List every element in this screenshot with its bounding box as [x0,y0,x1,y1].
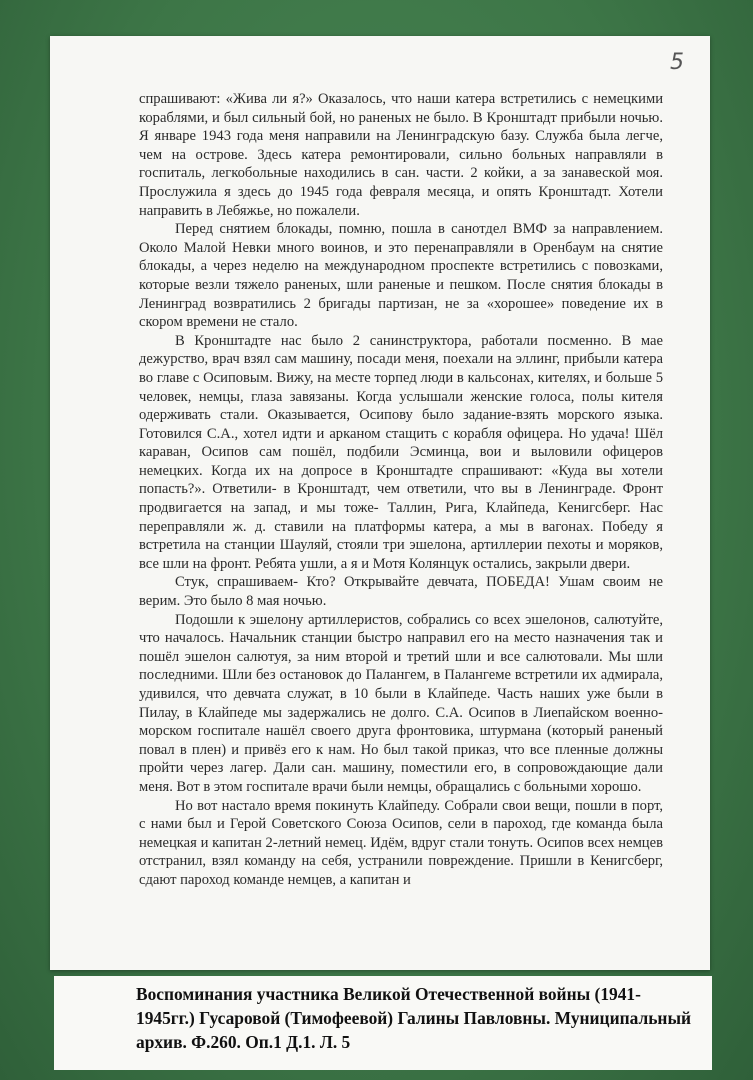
paragraph-4: Стук, спрашиваем- Кто? Открывайте девчата, ПОБЕДА! Ушам своим не верим. Это было 8 мая ночью. [139,574,663,610]
paragraph-3: В Кронштадте нас было 2 санинструктора, работали посменно. В мае дежурство, врач взял сам машину, посади меня, поехали на эллинг, прибыли катера во главе с Осиповым. Вижу, на месте торпед люди в кальсонах, кителях, и больше 5 человек, немцы, глаза завязаны. Когда услышали женские голоса, полы кителя одерживать стали. Оказывается, Осипову было задание-взять морского языка. Готовился С.А., хотел идти и арканом стащить с корабля офицера. Но удача! Шёл караван, Осипов сам пошёл, подбили Эсминца, вои и выловили офицеров немецких. Когда их на допросе в Кронштадте спрашивают: «Куда вы хотели попасть?». Ответили- в Кронштадт, чем ответили, что вы в Ленинграде. Фронт продвигается на запад, и мы тоже- Таллин, Рига, Клайпеда, Кенигсберг. Нас переправляли ж. д. ставили на платформы катера, а мы в вагонах. Победу я встретила на станции Шауляй, стояли три эшелона, артиллерии пехоты и моряков, все шли на фронт. Ребята ушли, а я и Мотя Колянцук остались, закрыли двери. [139,332,663,572]
paragraph-1: спрашивают: «Жива ли я?» Оказалось, что наши катера встретились с немецкими кораблями, и был сильный бой, но раненых не было. В Кронштадт прибыли ночью. Я январе 1943 года меня направили на Ленинградскую базу. Служба была легче, чем на острове. Здесь катера ремонтировали, сильно больных направляли в госпиталь, легкобольные находились в сан. части. 2 койки, а за занавеской моя. Прослужила я здесь до 1945 года февраля месяца, и опять Кронштадт. Хотели направить в Лебяжье, но пожалели. [139,91,663,219]
archive-caption-label: Воспоминания участника Великой Отечественной войны (1941-1945гг.) Гусаровой (Тимофеевой) Галины Павловны. Муниципальный архив. Ф.260. Оп.1 Д.1. Л. 5 [54,976,712,1070]
paragraph-2: Перед снятием блокады, помню, пошла в санотдел ВМФ за направлением. Около Малой Невки много воинов, и это перенаправляли в Оренбаум на снятие блокады, а через неделю на международном проспекте встретились с повозками, которые везли тяжело раненых, шли раненые и пешком. После снятия блокады в Ленинград возвратились 2 бригады партизан, не за «хорошее» поведение их в скором времени не стало. [139,221,663,331]
document-page [50,36,710,970]
paragraph-5: Подошли к эшелону артиллеристов, собрались со всех эшелонов, салютуйте, что началось. Начальник станции быстро направил его на место назначения так и пошёл эшелон салютуя, за ним второй и третий шли и все салютовали. Мы шли последними. Шли без остановок до Палангем, в Палангеме встретили их адмирала, удивился, что девчата служат, в 10 были в Клайпеде. Часть наших уже были в Пилау, в Клайпеде мы задержались не долго. С.А. Осипов в Лиепайском военно-морском госпитале нашёл своего друга фронтовика, штурмана (который раненый повал в плен) и привёз его к нам. Но был такой приказ, что все пленные должны пройти через лагер. Дали сан. машину, поместили его, в сопровождающие дали меня. Вот в этом госпитале врачи были немцы, обращались с больными хорошо. [139,611,663,795]
paragraph-6: Но вот настало время покинуть Клайпеду. Собрали свои вещи, пошли в порт, с нами был и Герой Советского Союза Осипов, сели в пароход, где команда была немецкая и капитан 2-летний немец. Идём, вдруг стали тонуть. Осипов всех немцев отстранил, взял команду на себя, устранили повреждение. Пришли в Кенигсберг, сдают пароход команде немцев, а капитан и [139,797,663,888]
document-text [139,90,663,890]
page-number: 5 [670,50,684,75]
